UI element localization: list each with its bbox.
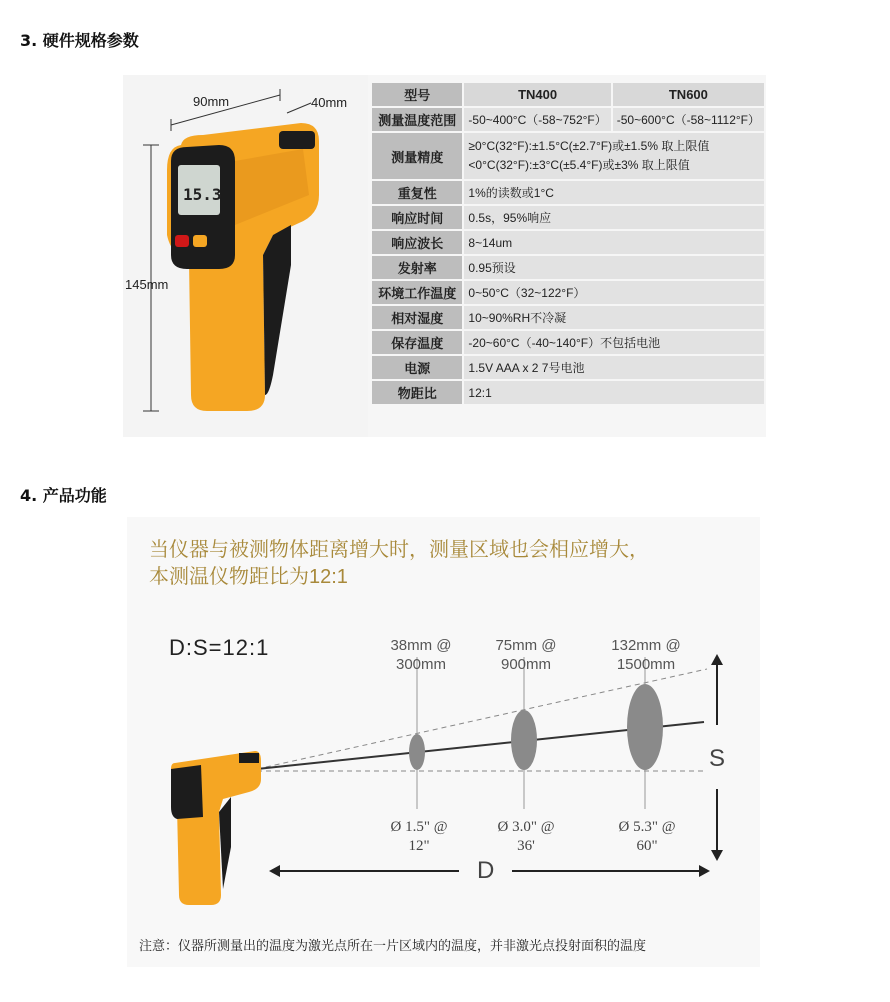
spot-distance: 900mm xyxy=(500,656,552,673)
row-key: 响应时间 xyxy=(372,206,462,229)
row-value: 0~50°C（32~122°F） xyxy=(464,281,764,304)
diameter-inch: Ø 3.0" @ xyxy=(497,819,555,835)
spot-size: 75mm @ xyxy=(495,637,557,654)
row-value: 8~14um xyxy=(464,231,764,254)
table-row xyxy=(372,281,764,304)
diameter-inch: Ø 1.5" @ xyxy=(390,819,448,835)
header-cell: TN400 xyxy=(464,83,610,106)
headline-line-1: 当仪器与被测物体距离增大时，测量区域也会相应增大， xyxy=(149,539,649,561)
distance-inch: 12" xyxy=(408,838,430,854)
distance-inch: 36' xyxy=(517,838,535,854)
diameter-label-1 xyxy=(379,818,459,856)
headline-line-2: 本测温仪物距比为12:1 xyxy=(149,566,348,588)
row-key: 测量温度范围 xyxy=(372,108,462,131)
row-key: 发射率 xyxy=(372,256,462,279)
row-value: -20~60°C（-40~140°F）不包括电池 xyxy=(464,331,764,354)
table-row xyxy=(372,306,764,329)
accuracy-line-2: <0°C(32°F):±3°C(±5.4°F)或±3% 取上限值 xyxy=(468,158,690,172)
distance-inch: 60" xyxy=(636,838,658,854)
table-row xyxy=(372,181,764,204)
distance-to-spot-figure xyxy=(127,517,760,967)
diameter-inch: Ø 5.3" @ xyxy=(618,819,676,835)
gun-dimension-figure xyxy=(123,75,368,437)
s-label: S xyxy=(709,745,726,772)
table-row xyxy=(372,256,764,279)
row-key: 重复性 xyxy=(372,181,462,204)
row-key: 相对湿度 xyxy=(372,306,462,329)
row-key: 环境工作温度 xyxy=(372,281,462,304)
table-row xyxy=(372,133,764,179)
row-value: 10~90%RH不冷凝 xyxy=(464,306,764,329)
footnote: 注意：仪器所测量出的温度为激光点所在一片区域内的温度，并非激光点投射面积的温度 xyxy=(139,938,647,953)
spec-table xyxy=(370,81,766,406)
ratio-label: D:S=12:1 xyxy=(169,635,270,660)
gun-illustration xyxy=(123,75,368,437)
section-title-hardware: 3. 硬件规格参数 xyxy=(20,31,139,50)
table-header-row xyxy=(372,83,764,106)
row-value: 1.5V AAA x 2 7号电池 xyxy=(464,356,764,379)
row-key: 响应波长 xyxy=(372,231,462,254)
table-row xyxy=(372,381,764,404)
spot-size: 132mm @ xyxy=(611,637,681,654)
row-value xyxy=(464,133,764,179)
row-value: 0.5s，95%响应 xyxy=(464,206,764,229)
table-row xyxy=(372,108,764,131)
section-title-features: 4. 产品功能 xyxy=(20,486,107,505)
row-value: 0.95预设 xyxy=(464,256,764,279)
row-value: 12:1 xyxy=(464,381,764,404)
dim-height-label: 145mm xyxy=(125,277,169,292)
spot-diagram xyxy=(127,517,760,967)
table-row xyxy=(372,231,764,254)
header-cell: 型号 xyxy=(372,83,462,106)
spot-label-1 xyxy=(381,636,461,674)
d-label: D xyxy=(477,857,495,884)
table-row xyxy=(372,331,764,354)
diameter-label-3 xyxy=(607,818,687,856)
row-value: -50~600°C（-58~1112°F） xyxy=(613,108,764,131)
row-value: -50~400°C（-58~752°F） xyxy=(464,108,610,131)
spot-size: 38mm @ xyxy=(390,637,452,654)
accuracy-line-1: ≥0°C(32°F):±1.5°C(±2.7°F)或±1.5% 取上限值 xyxy=(468,139,710,153)
table-row xyxy=(372,356,764,379)
row-key: 保存温度 xyxy=(372,331,462,354)
dim-depth-label: 40mm xyxy=(311,95,348,110)
diameter-label-2 xyxy=(486,818,566,856)
table-row xyxy=(372,206,764,229)
gun-display-reading: 15.3 xyxy=(183,185,222,204)
spot-distance: 300mm xyxy=(395,656,447,673)
spec-image xyxy=(123,75,766,437)
row-key: 电源 xyxy=(372,356,462,379)
dim-width-label: 90mm xyxy=(193,94,230,109)
spot-distance: 1500mm xyxy=(616,656,676,673)
row-key: 测量精度 xyxy=(372,133,462,179)
spot-label-3 xyxy=(601,636,691,674)
row-key: 物距比 xyxy=(372,381,462,404)
header-cell: TN600 xyxy=(613,83,764,106)
spot-label-2 xyxy=(486,636,566,674)
row-value: 1%的读数或1°C xyxy=(464,181,764,204)
